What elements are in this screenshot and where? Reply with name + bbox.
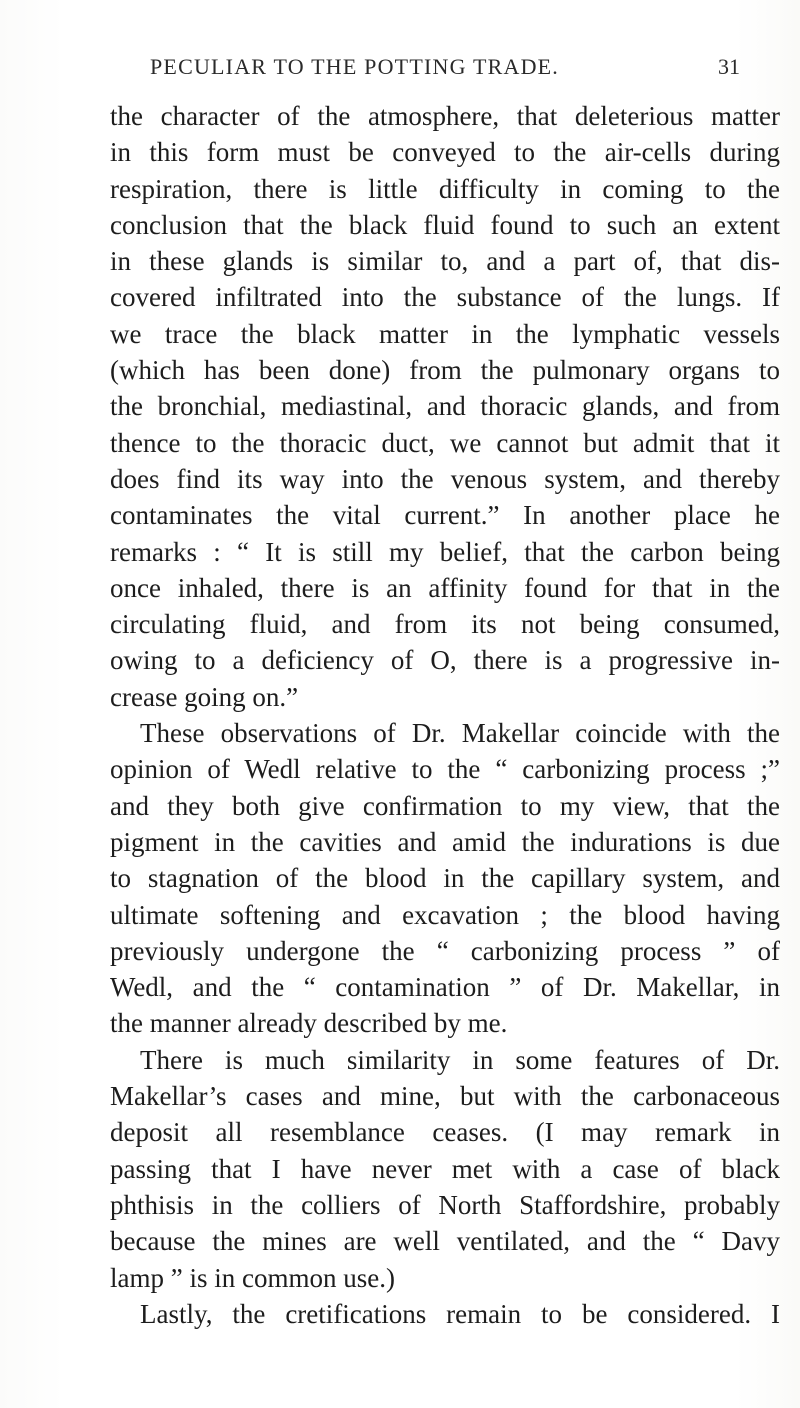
text-line: Wedl, and the “ contamination ” of Dr. Makellar, in bbox=[110, 972, 780, 1003]
text-line: the character of the atmosphere, that deleterious matter bbox=[110, 101, 780, 131]
text-line: lamp ” is in common use.) bbox=[110, 1262, 395, 1293]
text-line: does find its way into the venous system, and thereby bbox=[110, 463, 780, 494]
text-line: respiration, there is little difficulty in coming to the bbox=[110, 173, 780, 204]
text-line: because the mines are well ventilated, and the “ Davy bbox=[110, 1226, 780, 1257]
text-line: previously undergone the “ carbonizing process ” of bbox=[110, 935, 780, 966]
text-line: we trace the black matter in the lymphatic vessels bbox=[110, 318, 780, 349]
text-line: once inhaled, there is an affinity found for that in the bbox=[110, 572, 780, 603]
text-line: opinion of Wedl relative to the “ carbonizing process ;” bbox=[110, 754, 780, 785]
text-line: and they both give confirmation to my view, that the bbox=[110, 790, 780, 821]
paragraph-first-line: There is much similarity in some features of Dr. bbox=[140, 1044, 780, 1075]
text-line: ultimate softening and excavation ; the blood having bbox=[110, 899, 780, 930]
text-line: contaminates the vital current.” In another place he bbox=[110, 500, 780, 531]
text-line: the bronchial, mediastinal, and thoracic glands, and from bbox=[110, 391, 780, 422]
page-header bbox=[150, 54, 740, 84]
text-line: phthisis in the colliers of North Staffordshire, probably bbox=[110, 1189, 780, 1220]
text-line: Makellar’s cases and mine, but with the carbonaceous bbox=[110, 1081, 780, 1112]
text-line: owing to a deficiency of O, there is a progressive in- bbox=[110, 645, 780, 676]
page-number: 31 bbox=[718, 54, 740, 79]
text-line: the manner already described by me. bbox=[110, 1008, 508, 1039]
text-line: conclusion that the black fluid found to such an extent bbox=[110, 209, 780, 240]
text-line: to stagnation of the blood in the capillary system, and bbox=[110, 863, 780, 894]
text-line: remarks : “ It is still my belief, that the carbon being bbox=[110, 536, 780, 567]
text-line: (which has been done) from the pulmonary organs to bbox=[110, 355, 780, 386]
text-line: covered infiltrated into the substance of the lungs. If bbox=[110, 282, 780, 313]
text-line: crease going on.” bbox=[110, 681, 299, 712]
text-line: in these glands is similar to, and a part of, that dis- bbox=[110, 246, 780, 277]
running-head: PECULIAR TO THE POTTING TRADE. bbox=[150, 54, 559, 79]
text-line: circulating fluid, and from its not being consumed, bbox=[110, 609, 780, 640]
text-line: deposit all resemblance ceases. (I may remark in bbox=[110, 1117, 780, 1148]
text-line: pigment in the cavities and amid the indurations is due bbox=[110, 826, 780, 857]
body-text bbox=[110, 98, 780, 1332]
text-line: passing that I have never met with a case of black bbox=[110, 1153, 780, 1184]
paragraph-first-line: These observations of Dr. Makellar coincide with the bbox=[140, 718, 780, 749]
text-line: in this form must be conveyed to the air-cells during bbox=[110, 137, 780, 168]
paragraph-first-line: Lastly, the cretifications remain to be considered. I bbox=[140, 1298, 780, 1329]
text-line: thence to the thoracic duct, we cannot but admit that it bbox=[110, 427, 780, 458]
